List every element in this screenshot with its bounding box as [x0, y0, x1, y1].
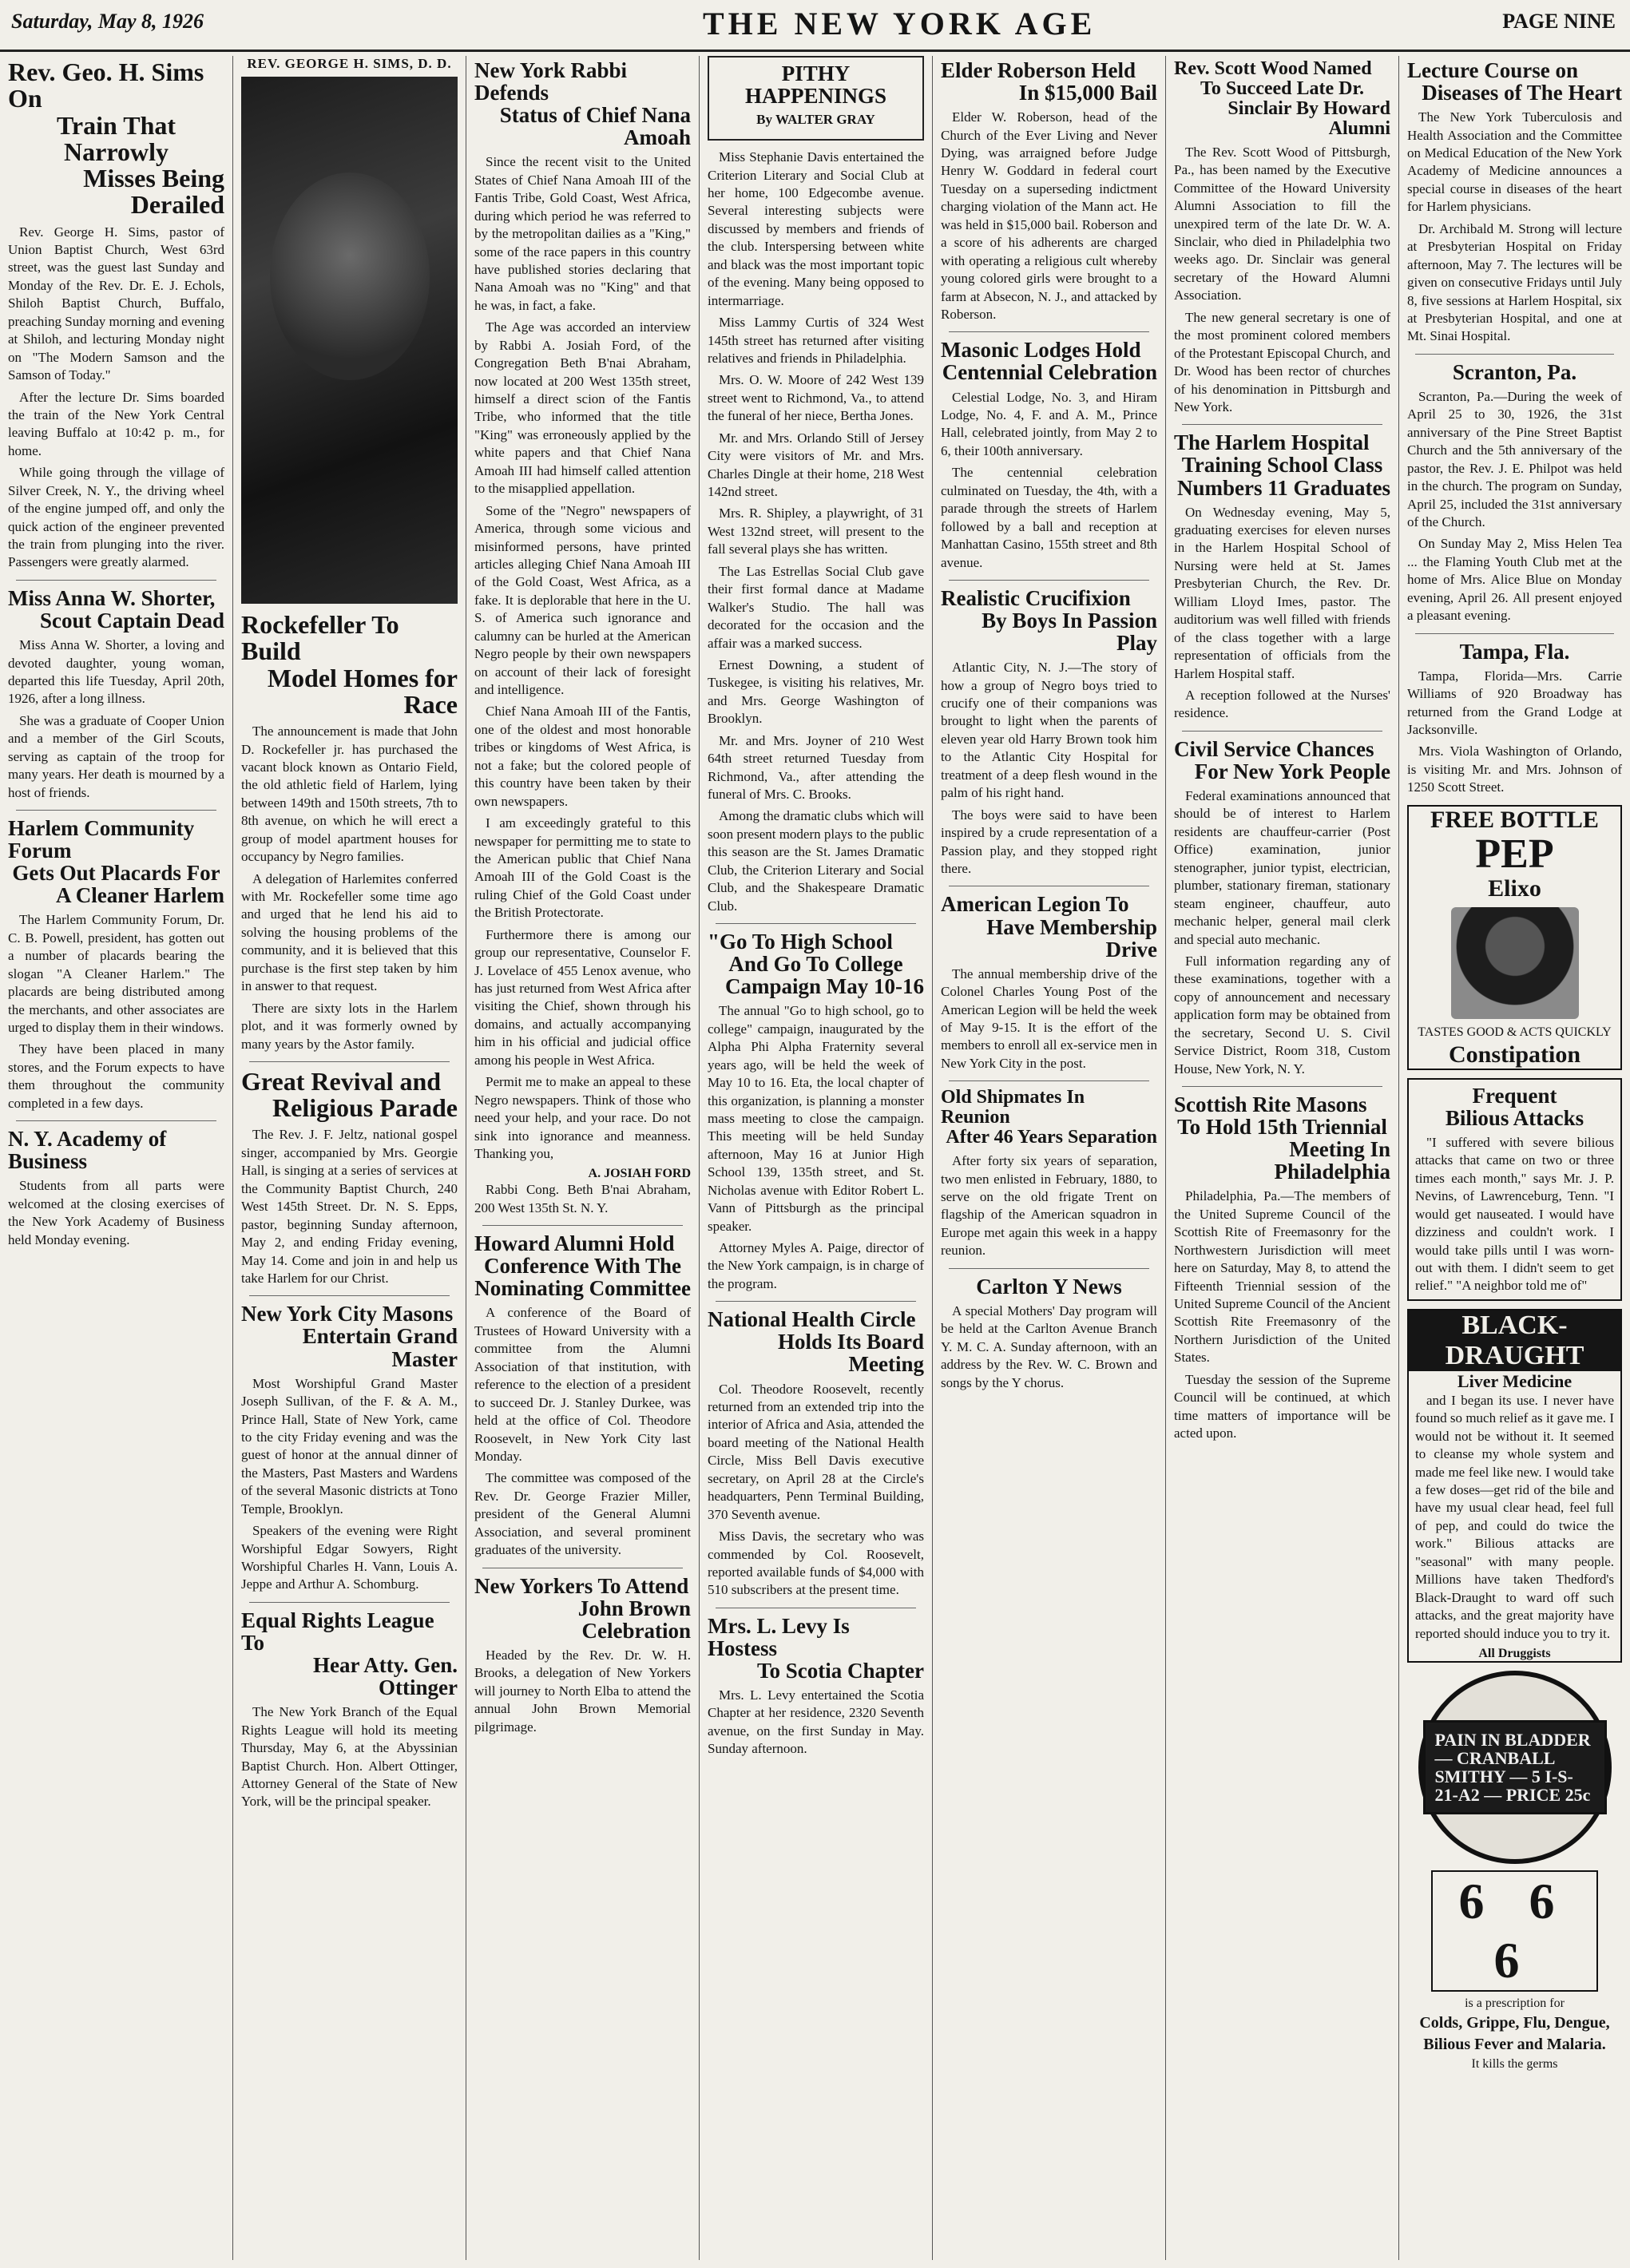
- article-mrs-levy: [708, 1615, 924, 1758]
- headline: Howard Alumni Hold Conference With The Nominating Committee: [474, 1231, 691, 1301]
- article-body: The announcement is made that John D. Rockefeller jr. has purchased the vacant block known as Ontario Field, the old athletic field of Harlem, lying between 149th and 150th streets, 7th to 8th avenue, on which he will erect a group of model apartment houses for occupancy by Negro families. A delegation of Harlemites conferred with Mr. Rockefeller some time ago and urged that he lend his aid to solving the housing problems of the community, and it is believed that this purchase is the first step taken by him in answer to that request. There are sixty lots in the Harlem plot, and it was formerly owned by many years by the Astor family.: [241, 724, 458, 1052]
- portrait-photo: [241, 77, 458, 604]
- article-crucifixion: [941, 587, 1157, 878]
- divider: [949, 331, 1149, 332]
- headline: New Yorkers To Attend John Brown Celebration: [474, 1573, 691, 1643]
- ad-666-line2: Colds, Grippe, Flu, Dengue,: [1419, 2013, 1610, 2032]
- article-body: Scranton, Pa.—During the week of April 25 to 30, 1926, the 31st anniversary of the Pine Street Baptist Church and the 5th anniversary of the pastor, the Rev. J. E. Philpot was held in the church. The program on Sunday, April 25, included the 31st anniversary of the Church. On Sunday May 2, Miss Helen Tea ... the Flaming Youth Club met at the home of Mrs. Alice Blue on Monday evening, April 26. All present enjoyed a pleasant evening.: [1407, 388, 1622, 624]
- signature: A. JOSIAH FORD: [588, 1167, 691, 1181]
- pithy-happenings-box: [708, 56, 924, 141]
- divider: [1415, 633, 1614, 634]
- ad-bd-body: and I began its use. I never have found so much relief as it gave me. I would not be without it. It seemed to cleanse my whole system and made me feel like new. I would take a few doses—get rid of the bile and have my usual clear head, feel full of pep, and could do twice the work." Bilious attacks are "seasonal" with many people. Millions have taken Thedford's Black-Draught to ward off such attacks, and the great majority have reported should induce you to try it.: [1415, 1392, 1614, 1641]
- headline: New York City Masons Entertain Grand Master: [241, 1302, 458, 1371]
- divider: [949, 580, 1149, 581]
- article-lecture-heart: [1407, 59, 1622, 346]
- article-scranton: [1407, 361, 1622, 625]
- headline: Elder Roberson Held In $15,000 Bail: [941, 58, 1157, 105]
- ad-bd-name: BLACK-DRAUGHT: [1445, 1310, 1584, 1370]
- divider: [949, 1268, 1149, 1269]
- headline: Scottish Rite Masons To Hold 15th Triennial Meeting In Philadelphia: [1174, 1092, 1390, 1184]
- article-masonic-centennial: [941, 339, 1157, 572]
- column-4: [700, 56, 933, 2260]
- ad-bd-banner: [1409, 1310, 1620, 1371]
- ad-666-line3: Bilious Fever and Malaria.: [1423, 2035, 1606, 2053]
- article-body: The Rev. Scott Wood of Pittsburgh, Pa., has been named by the Executive Committee of the Howard University Alumni Association to fill the unexpired term of the late Dr. W. A. Sinclair, who died in Philadelphia two weeks ago. Dr. Sinclair was general secretary of the Howard Alumni Association. The new general secretary is one of the most prominent colored members of the Protestant Episcopal Church, and Dr. Wood has been rector of churches of his denomination in Pittsburgh and New York.: [1174, 144, 1390, 414]
- article-body: The Rev. J. F. Jeltz, national gospel singer, accompanied by Mrs. Georgie Hall, is singing at a series of services at the Community Baptist Church, 240 West 145th Street. Dr. N. S. Epps, pastor, beginning Sunday afternoon, May 2, and ending Friday evening, May 14. Come and join in and help us take Harlem for our Christ.: [241, 1127, 458, 1286]
- ad-bd-sub: Liver Medicine: [1457, 1370, 1572, 1391]
- headline: N. Y. Academy of Business: [8, 1127, 167, 1174]
- divider: [716, 1301, 916, 1302]
- headline: Rev. Geo. H. Sims On Train That Narrowly Misses Being Derailed: [8, 57, 224, 220]
- column-3: [466, 56, 700, 2260]
- ad-bd-footer: All Druggists: [1478, 1646, 1551, 1660]
- divider: [1182, 424, 1382, 425]
- ad-pep-tag: TASTES GOOD & ACTS QUICKLY: [1418, 1025, 1612, 1039]
- headline: Harlem Community Forum Gets Out Placards For A Cleaner Harlem: [8, 816, 224, 908]
- ad-cardui-seal: [1418, 1671, 1612, 1864]
- article-american-legion: [941, 893, 1157, 1073]
- article-body: After forty six years of separation, two men enlisted in February, 1880, to serve on the old frigate Trent on flagship of the American squadron in Europe met again this week in a happy reunion.: [941, 1153, 1157, 1259]
- article-body: Rev. George H. Sims, pastor of Union Baptist Church, West 63rd street, was the guest last Sunday and Monday of the Rev. Dr. E. J. Echols, Shiloh Baptist Church, Buffalo, preaching Sunday morning and evening at Shiloh, and lecturing Monday night on "The Modern Samson and the Samson of Today." After the lecture Dr. Sims boarded the train of the New York Central leaving Buffalo at 10:42 p. m., for home. While going through the village of Silver Creek, N. Y., the driving wheel of the engine jumped off, and only the quick action of the engineer prevented the train from plunging into the river. Passengers were greatly alarmed.: [8, 224, 224, 570]
- article-revival: [241, 1066, 458, 1287]
- headline: Rockefeller To Build Model Homes for Race: [241, 610, 458, 719]
- divider: [249, 1602, 450, 1603]
- column-1: [0, 56, 233, 2260]
- headline: Great Revival and Religious Parade: [241, 1066, 458, 1123]
- article-body: The Harlem Community Forum, Dr. C. B. Powell, president, has gotten out a number of placards bearing the slogan "A Cleaner Harlem." The placards are being distributed among the merchants, and other associates are urged to display them in their windows. They have been placed in many stores, and the Forum expects to have them throughout the community completed in a few days.: [8, 912, 224, 1111]
- headline: Realistic Crucifixion By Boys In Passion Play: [941, 585, 1157, 656]
- portrait-face: [270, 172, 430, 380]
- article-go-to-high-school: [708, 930, 924, 1293]
- divider: [16, 1120, 216, 1121]
- headline: Frequent Bilious Attacks: [1445, 1083, 1584, 1130]
- headline: PITHY HAPPENINGS: [744, 61, 887, 109]
- headline: New York Rabbi Defends Status of Chief Nana Amoah: [474, 58, 691, 150]
- article-body: The annual "Go to high school, go to college" campaign, inaugurated by the Alpha Phi Alpha Fraternity several years ago, will be held the week of May 10 to 16. Eta, the local chapter of this organization, is planning a monster mass meeting to close the campaign. This meeting will be held Sunday afternoon, May 16 at Junior High School 139, 135th street, and St. Nicholas avenue with Editor Robert L. Vann of Pittsburgh as the principal speaker. Attorney Myles A. Paige, director of the New York campaign, is in charge of the program.: [708, 1003, 924, 1291]
- article-body: Tampa, Florida—Mrs. Carrie Williams of 920 Broadway has returned from the Grand Lodge at Jacksonville. Mrs. Viola Washington of Orlando, is visiting Mr. and Mrs. Johnson of 1250 Scott Street.: [1407, 668, 1622, 795]
- headline: Rev. Scott Wood Named To Succeed Late Dr. Sinclair By Howard Alumni: [1174, 58, 1390, 139]
- divider: [16, 810, 216, 811]
- article-pithy-happenings: [708, 149, 924, 915]
- divider: [1182, 1086, 1382, 1087]
- article-sims-train: [8, 59, 224, 572]
- article-body: Students from all parts were welcomed at the closing exercises of the New York Academy of Business held Monday evening.: [8, 1178, 224, 1247]
- article-civil-service: [1174, 738, 1390, 1078]
- ad-666-line4: It kills the germs: [1471, 2056, 1558, 2071]
- article-elder-roberson: [941, 59, 1157, 323]
- article-rockefeller: [241, 612, 458, 1053]
- article-scottish-rite: [1174, 1093, 1390, 1442]
- headline: The Harlem Hospital Training School Class Numbers 11 Graduates: [1174, 430, 1390, 500]
- headline: Masonic Lodges Hold Centennial Celebration: [941, 338, 1157, 385]
- headline: Mrs. L. Levy Is Hostess To Scotia Chapter: [708, 1613, 924, 1683]
- ad-pep-name: PEP: [1475, 831, 1554, 877]
- article-harlem-hospital: [1174, 431, 1390, 722]
- page-number: PAGE NINE: [1502, 10, 1616, 33]
- article-body: Col. Theodore Roosevelt, recently returned from an extended trip into the interior of Africa and Asia, attended the board meeting of the National Health Circle, Miss Bell Davis executive secretary, on April 28 at the Circle's headquarters, Penn Terminal Building, 370 Seventh avenue. Miss Davis, the secretary who was commended by Col. Roosevelt, reported available funds of $4,000 with 510 subscribers at the present time.: [708, 1381, 924, 1598]
- article-body: Most Worshipful Grand Master Joseph Sullivan, of the F. & A. M., Prince Hall, State of New York, came to the city Friday evening and was the guest of honor at the annual dinner of the Masters, Past Masters and Wardens of the several Masonic districts at Tono Temple, Brooklyn. Speakers of the evening were Right Worshipful Edgar Sowyers, Right Worshipful Charles H. Vann, Louis A. Jeppe and Arthur A. Schomburg.: [241, 1375, 458, 1592]
- ad-666: [1407, 1870, 1622, 2073]
- divider: [16, 580, 216, 581]
- article-carlton-y: [941, 1275, 1157, 1392]
- divider: [1415, 354, 1614, 355]
- divider: [482, 1225, 683, 1226]
- divider: [1182, 731, 1382, 732]
- article-health-circle: [708, 1308, 924, 1599]
- paper-name: THE NEW YORK AGE: [703, 6, 1097, 42]
- headline: Old Shipmates In Reunion After 46 Years Separation: [941, 1087, 1157, 1148]
- article-scott-wood: [1174, 59, 1390, 416]
- headline: "Go To High School And Go To College Campaign May 10-16: [708, 930, 924, 999]
- article-tampa: [1407, 640, 1622, 797]
- headline: American Legion To Have Membership Drive: [941, 892, 1157, 962]
- article-john-brown: [474, 1575, 691, 1736]
- article-body: On Wednesday evening, May 5, graduating exercises for eleven nurses in the Harlem Hospital School of Nursing were held at St. James Presbyterian Church, the Rev. Dr. William Lloyd Imes, pastor. The auditorium was well filled with friends of the class together with a large representation of officials from the Harlem Hospital staff. A reception followed at the Nurses' residence.: [1174, 504, 1390, 721]
- article-body: Miss Stephanie Davis entertained the Criterion Literary and Social Club at her home, 100 Edgecombe avenue. Several interesting subjects were discussed by members and friends of the club. Interspersing between white and black was the most important topic of the evening. Many being opposed to intermarriage. Miss Lammy Curtis of 324 West 145th street has returned after visiting relatives and friends in Philadelphia. Mrs. O. W. Moore of 242 West 139 street went to Richmond, Va., to attend the funeral of her niece, Bertha Jones. Mr. and Mrs. Orlando Still of Jersey City were visitors of Mr. and Mrs. Charles Dingle at their home, 218 West 142nd street. Mrs. R. Shipley, a playwright, of 31 West 132nd street, will present to the fall several plays she has written. The Las Estrellas Social Club gave their first formal dance at Madame Walker's Studio. The hall was decorated for the occasion and the affair was a marked success. Ernest Downing, a student of Tuskegee, is visiting his relatives, Mr. and Mrs. George Washington of Brooklyn. Mr. and Mrs. Joyner of 210 West 64th street returned Tuesday from Richmond, Va., after attending the funeral of Mrs. C. Brooks. Among the dramatic clubs which will soon present modern plays to the public this season are the St. James Dramatic Club, the Criterion Literary and Social Club, and the Shakespeare Dramatic Club.: [708, 149, 925, 914]
- article-body: Federal examinations announced that should be of interest to Harlem residents are chauffeur-carrier (Post Office) examination, junior stenographer, junior typist, electrician, plumber, stationary fireman, stationary steam engineer, chauffeur, auto mechanic helper, general mail clerk and special auto mechanic. Full information regarding any of these examinations, together with a copy of announcement and necessary application form may be obtained from the secretary, Second U. S. Civil Service District, Room 318, Custom House, New York, N. Y.: [1174, 788, 1390, 1077]
- article-body: Elder W. Roberson, head of the Church of the Ever Living and Never Dying, was arraigned before Judge Henry W. Goddard in federal court Tuesday on a superseding indictment charging violation of the Mann act. He was held in $15,000 bail. Roberson and a score of his adherents are charged with operating a religious cult whereby young colored girls were brought to a farm at Absecon, N. J., and attacked by Roberson.: [941, 109, 1157, 322]
- ad-black-draught: [1407, 1309, 1622, 1663]
- article-body: Headed by the Rev. Dr. W. H. Brooks, a delegation of New Yorkers will journey to North Elba to attend the annual John Brown Memorial pilgrimage.: [474, 1647, 691, 1735]
- headline: Carlton Y News: [976, 1274, 1122, 1299]
- article-equal-rights: [241, 1609, 458, 1811]
- column-7: [1399, 56, 1630, 2260]
- article-body: The New York Tuberculosis and Health Association and the Committee on Medical Education of the New York Academy of Medicine announces a special course in diseases of the heart for Harlem physicians. Dr. Archibald M. Strong will lecture at Presbyterian Hospital on Friday afternoon, May 7. The lectures will be given on consecutive Fridays until July 8, five sessions at Harlem Hospital, six at Presbyterian Hospital, and one at Mt. Sinai Hospital.: [1407, 109, 1622, 344]
- article-masons-grand-master: [241, 1303, 458, 1593]
- ad-pep-sub: Elixo: [1488, 874, 1541, 902]
- divider: [249, 1295, 450, 1296]
- ad-pep-top: FREE BOTTLE: [1430, 806, 1599, 833]
- photo-caption: REV. GEORGE H. SIMS, D. D.: [247, 56, 452, 71]
- ad-pep-elixo: [1407, 805, 1622, 1070]
- byline: By WALTER GRAY: [756, 112, 875, 128]
- article-body: Since the recent visit to the United States of Chief Nana Amoah III of the Fantis Tribe, Gold Coast, West Africa, during which period he was referred to by the metropolitan dailies as a "King," some of the race papers in this country have published stories declaring that Nana Amoah was no "King" and that he was, in fact, a fake. The Age was accorded an interview by Rabbi A. Josiah Ford, of the Congregation Beth B'nai Abraham, now located at 200 West 135th street, himself a direct scion of the Fantis Tribe, who informed that the title "King" was erroneously applied by the white papers and that Chief Nana Amoah III had himself called attention to the misapplied appellation. Some of the "Negro" newspapers of America, through some vicious and misinformed persons, have printed articles alleging Chief Nana Amoah III of the Gold Coast, West Africa, as a fake. It is deplorable that here in the U. S. of America such ignorance and calumny can be hurled at the American Negro people by their own newspapers on account of their lack of foresight and intelligence. Chief Nana Amoah III of the Fantis, one of the oldest and most honorable tribes or kingdoms of West Africa, is not a fake; but the colored people of this country have been taken by their own newspapers. I am exceedingly grateful to this newspaper for permitting me to state to the American public that Chief Nana Amoah III of the Gold Coast is the ruling Chief of the Gold Coast under the British Protectorate. Furthermore there is among our group our representative, Counselor F. J. Lovelace of 455 Lenox avenue, who has just returned from West Africa after visiting the Chief, shown through his domains, and actually accompanying him in his official and judicial office among his people in West Africa. Permit me to make an appeal to these Negro newspapers. Think of those who need your help, and your race. Do not sink into ignorance and meanness. Thanking you,: [474, 154, 691, 1161]
- headline: Lecture Course on Diseases of The Heart: [1407, 58, 1622, 105]
- article-body: Miss Anna W. Shorter, a loving and devoted daughter, young woman, departed this life Tuesday, April 20th, 1926, after a long illness. She was a graduate of Cooper Union and a member of the Girl Scouts, serving as captain of the troop for many years. Her death is mourned by a host of friends.: [8, 637, 224, 800]
- ad-666-number: 6 6 6: [1431, 1870, 1598, 1992]
- article-body: The annual membership drive of the Colonel Charles Young Post of the American Legion will be held the week of May 9-15. It is the effort of the members to enroll all ex-service men in New York City in the post.: [941, 965, 1157, 1071]
- article-body: Philadelphia, Pa.—The members of the United Supreme Council of the Scottish Rite of Freemasonry for the Northwestern Jurisdiction will meet here on Saturday, May 8, to attend the Fifteenth Triennial session of the United Supreme Council of the Ancient Scottish Rite Freemasonry of the Northern Jurisdiction of the United States. Tuesday the session of the Supreme Council will be continued, at which time matters of importance will be acted upon.: [1174, 1188, 1390, 1441]
- ad-cardui-label: PAIN IN BLADDER — CRANBALL SMITHY — 5 I-S-21-A2 — PRICE 25c: [1423, 1720, 1607, 1814]
- article-cleaner-harlem: [8, 817, 224, 1112]
- ad-pep-illustration: [1451, 907, 1579, 1019]
- article-howard-alumni: [474, 1232, 691, 1559]
- headline: Equal Rights League To Hear Atty. Gen. Ottinger: [241, 1608, 458, 1700]
- headline: National Health Circle Holds Its Board Meeting: [708, 1307, 924, 1377]
- issue-date: Saturday, May 8, 1926: [11, 10, 204, 33]
- headline: Scranton, Pa.: [1452, 359, 1577, 384]
- divider: [716, 923, 916, 924]
- ad-bilious-body: "I suffered with severe bilious attacks that came on two or three times each month," says Mr. J. P. Nevins, of Lawrenceburg, Tenn. "I would get nauseated. I would have dizziness and couldn't work. I would take pills until I was worn-out with them. I didn't seem to get relief." "A neighbor told me of": [1415, 1134, 1614, 1294]
- headline: Civil Service Chances For New York People: [1174, 736, 1390, 783]
- article-body: Atlantic City, N. J.—The story of how a group of Negro boys tried to crucify one of their companions was brought to light when the parents of eleven year old Harry Brown took him to the Atlantic City Hospital for treatment of a deep flesh wound in the palm of his right hand. The boys were said to have been inspired by a crude representation of a Passion play, and they stopped right there.: [941, 660, 1157, 876]
- article-body: Mrs. L. Levy entertained the Scotia Chapter at her residence, 2320 Seventh avenue, on the first Sunday in May. Sunday afternoon.: [708, 1687, 924, 1757]
- ad-666-line1: is a prescription for: [1465, 1996, 1565, 2010]
- headline: Tampa, Fla.: [1459, 639, 1570, 664]
- article-rabbi-defends: [474, 59, 691, 1217]
- article-old-shipmates: [941, 1088, 1157, 1259]
- ad-bilious: [1407, 1078, 1622, 1301]
- article-body: A conference of the Board of Trustees of Howard University with a committee from the Alumni Association of that institution, with reference to the election of a president to succeed Dr. J. Stanley Durkee, was held at the office of Col. Theodore Roosevelt, in New York City last Monday. The committee was composed of the Rev. Dr. George Frazier Miller, president of the General Alumni Association, and several prominent graduates of the university.: [474, 1305, 691, 1558]
- divider: [949, 1080, 1149, 1081]
- article-body: A special Mothers' Day program will be held at the Carlton Avenue Branch Y. M. C. A. Sunday afternoon, with an address by the Rev. W. C. Brown and songs by the Y chorus.: [941, 1303, 1157, 1390]
- article-academy-business: [8, 1128, 224, 1249]
- column-2: [233, 56, 466, 2260]
- masthead: [0, 0, 1630, 52]
- column-6: [1166, 56, 1399, 2260]
- headline: Miss Anna W. Shorter, Scout Captain Dead: [8, 585, 224, 632]
- signature-detail: Rabbi Cong. Beth B'nai Abraham, 200 West 135th St. N. Y.: [474, 1182, 691, 1215]
- article-shorter-dead: [8, 587, 224, 802]
- column-5: [933, 56, 1166, 2260]
- divider: [249, 1061, 450, 1062]
- article-body: Celestial Lodge, No. 3, and Hiram Lodge, No. 4, F. and A. M., Prince Hall, celebrated jointly, from May 2 to 6, their 100th anniversary. The centennial celebration culminated on Tuesday, the 4th, with a parade through the streets of Harlem followed by a ball and reception at Manhattan Casino, 155th street and 8th avenue.: [941, 389, 1157, 570]
- article-body: The New York Branch of the Equal Rights League will hold its meeting Thursday, May 6, at the Abyssinian Baptist Church. Hon. Albert Ottinger, Attorney General of the State of New York, will be the principal speaker.: [241, 1704, 458, 1810]
- ad-pep-for: Constipation: [1448, 1041, 1581, 1068]
